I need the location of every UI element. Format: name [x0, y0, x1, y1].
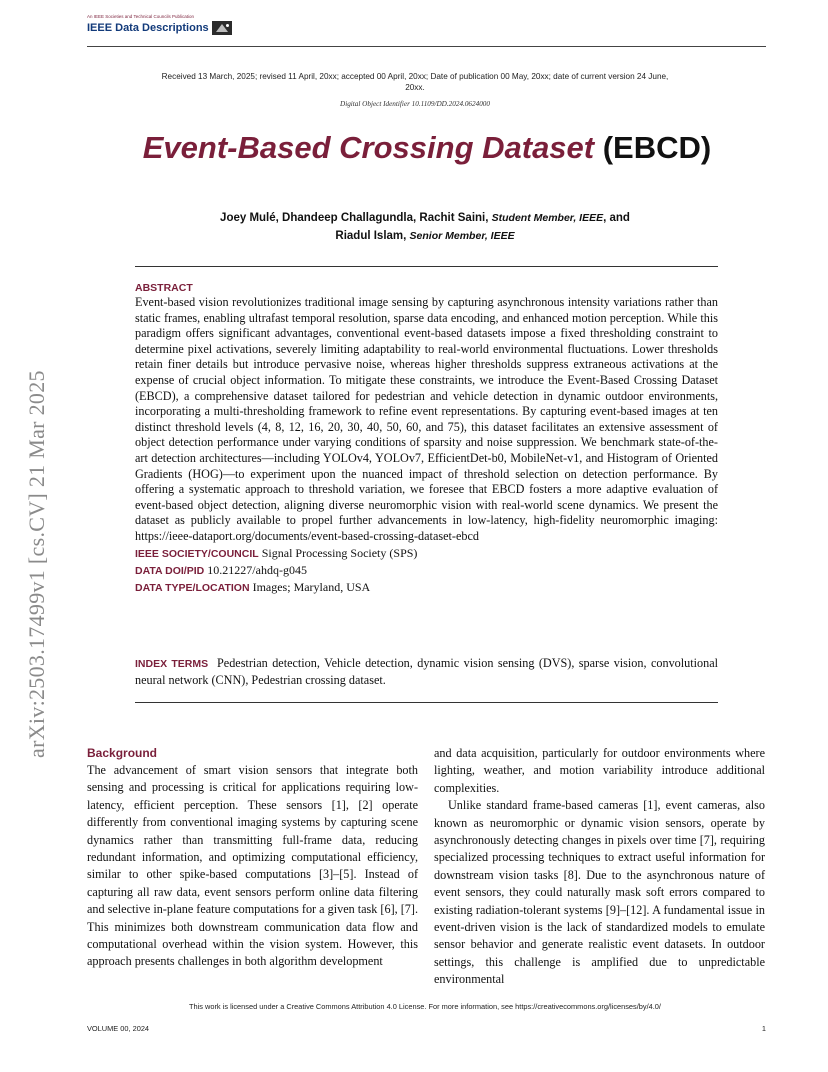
digital-object-identifier: Digital Object Identifier 10.1109/DD.2024.0624000 — [340, 100, 490, 108]
meta-society — [135, 545, 718, 562]
index-terms-text: Pedestrian detection, Vehicle detection, dynamic vision sensing (DVS), sparse vision, convolutional neural network (CNN), Pedestrian crossing dataset. — [135, 656, 718, 687]
society-line: An IEEE Societies and Technical Councils Publication — [87, 14, 194, 19]
meta-doi — [135, 562, 718, 579]
author-names: Joey Mulé, Dhandeep Challagundla, Rachit Saini, — [220, 212, 489, 224]
index-terms-bottom-divider — [135, 702, 718, 703]
abstract-text: Event-based vision revolutionizes traditional image sensing by capturing asynchronous intensity variations rather than static frames, enabling ultrafast temporal resolution, sparse data encoding, and enhanced motion perception. While this paradigm offers significant advantages, conventional event-based datasets impose a fixed thresholding constraint to determine pixel activations, severely limiting adaptability to real-world environmental fluctuations. Lower thresholds retain finer details but introduce pervasive noise, whereas higher thresholds suppress extraneous activations at the expense of crucial object information. To mitigate these constraints, we introduce the Event-Based Crossing Dataset (EBCD), a comprehensive dataset tailored for pedestrian and vehicle detection in dynamic outdoor environments, incorporating a multi-thresholding framework to refine event representations. By capturing event-based images at ten distinct threshold levels (4, 8, 12, 16, 20, 30, 40, 50, 60, and 75), this dataset facilitates an extensive assessment of object detection performance under varying conditions of sparsity and noise suppression. We benchmark state-of-the-art detection architectures—including YOLOv4, YOLOv7, EfficientDet-b0, MobileNet-v1, and Histogram of Oriented Gradients (HOG)—to experiment upon the nuanced impact of threshold selection on detection performance. By offering a systematic approach to threshold variation, we foresee that EBCD fosters a more adaptive evaluation of event-based object detection, aligning diverse neuromorphic vision with real-world scene dynamics. We present the dataset as publicly available to propel further advancements in low-latency, high-fidelity neuromorphic imaging: https://ieee-dataport.org/documents/event-based-crossing-dataset-ebcd — [135, 295, 718, 543]
body-paragraph-right-1: and data acquisition, particularly for outdoor environments where lighting, weather, and motion variability introduce additional complexities. — [434, 746, 765, 795]
author-affiliation-student: Student Member, IEEE — [491, 212, 604, 224]
journal-header — [87, 14, 287, 35]
body-paragraph-right-2: Unlike standard frame-based cameras [1], event cameras, also known as neuromorphic or dynamic vision sensors, operate by asynchronously detecting changes in pixels over time [7], requiring specialized processing techniques to extract useful information for downstream vision tasks [8]. Due to the asynchronous nature of event sensors, they could naturally mask soft errors compared to existing radiation-tolerant systems [9]–[12]. A fundamental issue in event-driven vision is the lack of standardized models to emulate sensor behavior and generate realistic event datasets. In outdoor settings, this challenge is amplified due to unpredictable environmental — [434, 798, 765, 987]
index-terms-label: INDEX TERMS — [135, 658, 209, 670]
ieee-data-descriptions-logo-icon — [212, 21, 232, 35]
meta-type-location-value: Images; Maryland, USA — [252, 579, 371, 594]
author-line-1 — [140, 209, 710, 227]
journal-name: IEEE Data Descriptions — [87, 21, 209, 34]
index-terms-block — [135, 656, 718, 688]
meta-society-value: Signal Processing Society (SPS) — [261, 545, 418, 560]
meta-doi-label: DATA DOI/PID — [135, 564, 205, 577]
author-conjunction: , and — [603, 212, 630, 224]
paper-title — [87, 128, 767, 168]
page-number: 1 — [761, 1024, 766, 1033]
abstract-top-divider — [135, 266, 718, 267]
meta-type-location-label: DATA TYPE/LOCATION — [135, 581, 250, 594]
arxiv-identifier: arXiv:2503.17499v1 [cs.CV] 21 Mar 2025 — [24, 370, 49, 758]
meta-doi-value: 10.21227/ahdq-g045 — [207, 562, 307, 577]
paper-title-suffix: (EBCD) — [594, 130, 712, 165]
section-heading-background: Background — [87, 746, 158, 760]
author-affiliation-senior: Senior Member, IEEE — [409, 230, 515, 242]
body-column-left — [87, 745, 418, 971]
header-divider — [87, 46, 766, 47]
author-name-senior: Riadul Islam, — [335, 230, 407, 242]
volume-label: VOLUME 00, 2024 — [87, 1024, 150, 1033]
meta-type-location — [135, 579, 718, 596]
journal-row — [87, 21, 287, 35]
author-list — [140, 209, 710, 245]
body-paragraph-left: The advancement of smart vision sensors that integrate both sensing and processing is critical for applications requiring low-latency, efficient perception. These sensors [1], [2] operate differently from conventional imaging systems by capturing scene dynamics rather than transmitting full-frame data, reducing redundant information, and optimizing computational efficiency, similar to other spike-based computations [3]–[5]. Instead of capturing all raw data, event sensors perform online data filtering and selective in-plane feature computations for a given task [6], [7]. This minimizes both downstream communication data flow and computational overhead within the vision system. However, this approach presents challenges in both algorithm development — [87, 763, 418, 969]
body-column-right — [434, 745, 765, 989]
received-dates: Received 13 March, 2025; revised 11 April, 20xx; accepted 00 April, 20xx; Date of publication 00 May, 20xx; date of current version 24 June, 20xx. — [161, 72, 669, 92]
abstract-label: ABSTRACT — [135, 282, 193, 294]
abstract-block — [135, 281, 718, 596]
license-notice: This work is licensed under a Creative Commons Attribution 4.0 License. For more information, see https://creativecommons.org/licenses/by/4.0/ — [189, 1002, 661, 1011]
author-line-2 — [140, 227, 710, 245]
paper-title-main: Event-Based Crossing Dataset — [142, 130, 595, 165]
meta-society-label: IEEE SOCIETY/COUNCIL — [135, 547, 259, 560]
